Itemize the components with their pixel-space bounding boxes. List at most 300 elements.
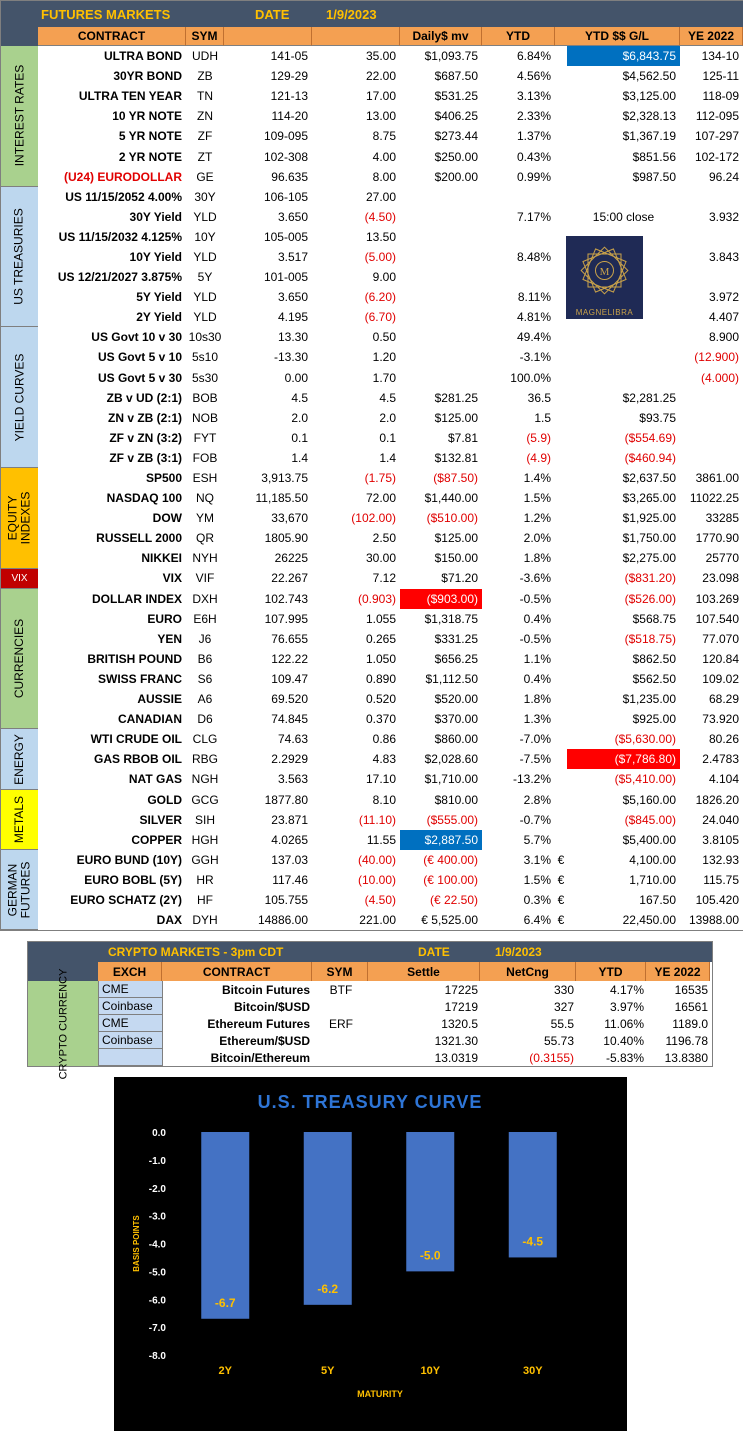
cell: $6,843.75	[567, 46, 680, 66]
cell: 3.13%	[516, 89, 551, 104]
cell: HF	[197, 892, 213, 907]
futures-row	[38, 347, 743, 367]
futures-title-bar	[1, 1, 743, 27]
category-label: VIX	[11, 572, 28, 584]
cell: ($5,410.00)	[614, 772, 676, 787]
cell: 5s10	[191, 350, 219, 365]
cell: ($510.00)	[426, 511, 478, 526]
y-tick-label: -4.0	[148, 1239, 166, 1251]
crypto-category-cell	[28, 968, 99, 1079]
cell: -0.7%	[519, 812, 551, 827]
futures-row	[38, 146, 743, 166]
cell: 14886.00	[257, 913, 308, 928]
cell: € 5,525.00	[421, 913, 478, 928]
futures-row	[38, 910, 743, 930]
cell: 3.972	[708, 290, 739, 305]
cell: 77.070	[702, 631, 739, 646]
cell: J6	[198, 631, 212, 646]
cell: (1.75)	[364, 471, 396, 486]
cell: 10s30	[188, 330, 222, 345]
cell: 1.055	[365, 611, 396, 626]
crypto-cell: 55.5	[550, 1016, 574, 1031]
contract-name: WTI CRUDE OIL	[90, 732, 182, 747]
contract-name: ZN v ZB (2:1)	[107, 410, 182, 425]
cell: $562.50	[632, 671, 676, 686]
cell: 109.02	[702, 671, 739, 686]
crypto-cell	[313, 1049, 369, 1066]
cell: $987.50	[632, 169, 676, 184]
futures-row	[38, 508, 743, 528]
cell: 4.81%	[516, 310, 551, 325]
cell	[555, 126, 567, 146]
cell: E6H	[193, 611, 217, 626]
cell	[555, 589, 567, 609]
crypto-category-label: CRYPTO CURRENCY	[57, 968, 69, 1079]
cell: 2.2929	[271, 752, 308, 767]
cell: 3.843	[708, 249, 739, 264]
contract-name: ULTRA TEN YEAR	[78, 89, 182, 104]
cell: 0.3%	[523, 892, 551, 907]
cell: FYT	[193, 430, 217, 445]
cell: VIF	[195, 571, 215, 586]
cell: 13988.00	[688, 913, 739, 928]
contract-name: NAT GAS	[128, 772, 182, 787]
data-label: -6.7	[214, 1295, 236, 1310]
cell: 4.00	[372, 149, 396, 164]
contract-name: NIKKEI	[141, 551, 182, 566]
cell: ZF	[197, 129, 213, 144]
contract-name: YEN	[157, 631, 182, 646]
cell: 221.00	[359, 913, 396, 928]
crypto-header-cell: YE 2022	[646, 962, 710, 981]
cell: (4.50)	[364, 209, 396, 224]
cell: -7.0%	[519, 732, 551, 747]
cell	[555, 749, 567, 769]
cell	[555, 368, 567, 388]
contract-name: EURO SCHATZ (2Y)	[70, 892, 182, 907]
cell: 1826.20	[695, 792, 739, 807]
contract-name: SP500	[145, 471, 182, 486]
cell: HGH	[191, 832, 219, 847]
cell	[555, 428, 567, 448]
chart-title: U.S. TREASURY CURVE	[257, 1092, 483, 1112]
cell: 105-005	[263, 229, 308, 244]
cell	[555, 187, 567, 207]
cell: $687.50	[434, 69, 478, 84]
cell: 0.4%	[523, 671, 551, 686]
contract-name: 30YR BOND	[113, 69, 182, 84]
cell: CLG	[192, 732, 218, 747]
cell	[555, 649, 567, 669]
futures-title: FUTURES MARKETS	[41, 7, 171, 22]
crypto-row	[99, 1032, 712, 1049]
cell: 1.5	[534, 410, 551, 425]
contract-name: EURO BOBL (5Y)	[84, 872, 182, 887]
cell: YLD	[193, 290, 217, 305]
cell: 0.1	[291, 430, 308, 445]
crypto-header-cell: NetCng	[480, 962, 576, 981]
cell: 107.995	[264, 611, 308, 626]
cell: 129-29	[270, 69, 308, 84]
cell: 105.420	[695, 892, 739, 907]
futures-row	[38, 649, 743, 669]
cell	[482, 267, 555, 287]
cell: 0.4%	[523, 611, 551, 626]
cell: 118-09	[702, 89, 739, 104]
y-axis-label: BASIS POINTS	[132, 1215, 141, 1272]
cell: $2,028.60	[424, 752, 478, 767]
cell: ($518.75)	[624, 631, 676, 646]
cell: NQ	[196, 491, 214, 506]
cell: 107.540	[695, 611, 739, 626]
cell: 125-11	[702, 69, 739, 84]
cell: 27.00	[365, 189, 396, 204]
cell: 120.84	[702, 651, 739, 666]
cell: €	[557, 892, 565, 907]
cell: DYH	[192, 913, 218, 928]
cell: -0.5%	[519, 631, 551, 646]
cell: 24.040	[702, 812, 739, 827]
cell: 30.00	[365, 551, 396, 566]
cell: (€ 22.50)	[429, 892, 478, 907]
crypto-cell: 13.8380	[664, 1050, 708, 1065]
cell: $1,235.00	[622, 692, 676, 707]
contract-name: 5 YR NOTE	[118, 129, 182, 144]
crypto-cell: 10.40%	[603, 1033, 644, 1048]
cell: $1,440.00	[424, 491, 478, 506]
contract-name: NASDAQ 100	[106, 491, 182, 506]
y-tick-label: -5.0	[148, 1267, 166, 1279]
cell: 25770	[705, 551, 739, 566]
cell: 117.46	[272, 872, 308, 887]
cell: SIH	[194, 812, 215, 827]
contract-name: 2 YR NOTE	[118, 149, 182, 164]
cell: 106-105	[263, 189, 308, 204]
cell: 115.75	[703, 872, 739, 887]
crypto-cell: 327	[553, 999, 574, 1014]
futures-header-row	[1, 27, 743, 46]
crypto-cell: 11.06%	[604, 1016, 644, 1031]
cell: $2,281.25	[622, 390, 676, 405]
crypto-cell: Bitcoin/$USD	[233, 999, 310, 1014]
cell: 80.26	[708, 732, 739, 747]
cell: 8.900	[708, 330, 739, 345]
cell: 11,185.50	[255, 491, 308, 506]
cell: 8.00	[372, 169, 396, 184]
category-label: INTEREST RATES	[12, 65, 27, 167]
futures-row	[38, 810, 743, 830]
cell: 69.520	[271, 692, 308, 707]
cell: BOB	[192, 390, 218, 405]
cell: 2.4783	[702, 752, 739, 767]
cell: $250.00	[434, 149, 478, 164]
cell: €	[557, 913, 565, 928]
cell	[555, 167, 567, 187]
cell: 114-20	[271, 109, 308, 124]
cell: 74.845	[271, 712, 308, 727]
contract-name: VIX	[162, 571, 182, 586]
cell: 102.743	[264, 591, 308, 606]
cell	[555, 86, 567, 106]
crypto-cell: Ethereum/$USD	[219, 1033, 310, 1048]
cell: 72.00	[365, 491, 396, 506]
cell: $406.25	[434, 109, 478, 124]
cell: 0.43%	[516, 149, 551, 164]
cell: $125.00	[434, 410, 478, 425]
cell: $5,400.00	[622, 832, 676, 847]
cell	[555, 729, 567, 749]
cell: 2.33%	[516, 109, 551, 124]
cell: 3.650	[277, 209, 308, 224]
cell: 107-297	[694, 129, 739, 144]
futures-row	[38, 629, 743, 649]
cell: 11.55	[366, 832, 396, 847]
cell: $4,562.50	[622, 69, 676, 84]
cell: 1877.80	[264, 792, 308, 807]
cell: 4.0265	[271, 832, 308, 847]
cell	[555, 508, 567, 528]
cell: 35.00	[365, 49, 396, 64]
crypto-cell: 1321.30	[434, 1033, 478, 1048]
cell: 1.5%	[523, 491, 551, 506]
cell: $1,318.75	[424, 611, 478, 626]
cell: -13.2%	[512, 772, 551, 787]
cell: GGH	[191, 852, 219, 867]
cell: $2,887.50	[400, 830, 482, 850]
cell: -3.1%	[519, 350, 551, 365]
futures-row	[38, 689, 743, 709]
magnelibra-logo	[566, 236, 643, 319]
cell: YLD	[193, 310, 217, 325]
cell: (11.10)	[358, 812, 396, 827]
contract-name: ZF v ZN (3:2)	[109, 430, 182, 445]
category-cell	[1, 327, 38, 468]
cell: NYH	[192, 551, 218, 566]
logo-mark-icon	[566, 236, 643, 306]
cell	[482, 227, 555, 247]
contract-name: US Govt 5 v 30	[97, 370, 182, 385]
bar-5Y	[304, 1132, 352, 1305]
cell: $810.00	[434, 792, 478, 807]
cell: 2.0	[291, 410, 308, 425]
cell: 1770.90	[695, 531, 739, 546]
futures-row	[38, 749, 743, 769]
cell: 2.0%	[523, 531, 551, 546]
cell: ($831.20)	[624, 571, 676, 586]
x-tick-label: 5Y	[321, 1365, 335, 1377]
cell: 0.50	[372, 330, 396, 345]
crypto-cell: BTF	[329, 982, 353, 997]
cell: $3,265.00	[622, 491, 676, 506]
cell: GCG	[191, 792, 219, 807]
cell: 4.195	[277, 310, 308, 325]
cell: 13.50	[365, 229, 396, 244]
cell: ($555.00)	[426, 812, 478, 827]
category-label: YIELD CURVES	[12, 353, 26, 442]
cell: 3.8105	[702, 832, 739, 847]
cell: 49.4%	[516, 330, 551, 345]
cell: DXH	[192, 591, 218, 606]
futures-date-label: DATE	[255, 7, 290, 22]
logo-text: MAGNELIBRA	[575, 308, 634, 317]
header-cell: YTD	[482, 27, 555, 46]
contract-name: DOLLAR INDEX	[92, 591, 182, 606]
crypto-cell: 17219	[444, 999, 478, 1014]
cell: $5,160.00	[622, 792, 676, 807]
cell: 1.3%	[523, 712, 551, 727]
cell: NGH	[191, 772, 219, 787]
bar-2Y	[201, 1132, 249, 1319]
futures-row	[38, 709, 743, 729]
cell: 33,670	[271, 511, 308, 526]
cell	[555, 488, 567, 508]
cell: (6.20)	[364, 290, 396, 305]
contract-name: GAS RBOB OIL	[93, 752, 182, 767]
cell: €	[557, 852, 565, 867]
cell: 134-10	[701, 49, 739, 64]
cell: 132.93	[702, 852, 739, 867]
cell: 1.4	[291, 450, 308, 465]
exchange-cell: Coinbase	[99, 998, 163, 1015]
crypto-cell: 55.73	[543, 1033, 574, 1048]
cell	[400, 227, 482, 247]
cell: 23.871	[271, 812, 308, 827]
crypto-markets-table	[27, 941, 713, 1079]
svg-text:M: M	[599, 266, 610, 278]
cell: $862.50	[632, 651, 676, 666]
cell	[400, 187, 482, 207]
cell: 0.86	[372, 732, 396, 747]
header-cell: Daily$ mv	[400, 27, 482, 46]
x-tick-label: 30Y	[522, 1365, 543, 1377]
crypto-cell	[313, 1032, 369, 1049]
crypto-rows	[99, 981, 712, 1066]
x-tick-label: 10Y	[420, 1365, 441, 1377]
cell: 0.00	[284, 370, 308, 385]
cell: 13.00	[365, 109, 396, 124]
cell: (5.9)	[526, 430, 551, 445]
y-tick-label: -6.0	[148, 1295, 166, 1307]
futures-row	[38, 870, 743, 890]
cell: 11022.25	[689, 491, 739, 506]
cell: 68.29	[708, 692, 739, 707]
cell: 1.1%	[523, 651, 551, 666]
cell: (12.900)	[694, 350, 739, 365]
futures-row	[38, 368, 743, 388]
cell: 1,710.00	[629, 872, 676, 887]
crypto-row	[99, 1015, 712, 1032]
cell: 4.104	[708, 772, 739, 787]
contract-name: US 11/15/2032 4.125%	[58, 229, 182, 244]
cell: 96.635	[271, 169, 308, 184]
cell: ($460.94)	[624, 450, 676, 465]
y-tick-label: -8.0	[148, 1351, 166, 1362]
crypto-cell: 17225	[444, 982, 478, 997]
cell: TN	[197, 89, 213, 104]
cell: 105.755	[264, 892, 308, 907]
cell: (102.00)	[351, 511, 396, 526]
cell: S6	[197, 671, 213, 686]
cell: $71.20	[441, 571, 478, 586]
cell: 5Y	[197, 270, 213, 285]
futures-row	[38, 187, 743, 207]
y-tick-label: 0.0	[152, 1128, 166, 1139]
cell: 0.99%	[516, 169, 551, 184]
cell: 109-095	[263, 129, 308, 144]
contract-name: 5Y Yield	[136, 290, 182, 305]
cell: $2,637.50	[622, 471, 676, 486]
cell: 1.8%	[523, 692, 551, 707]
header-cell: YTD $$ G/L	[555, 27, 680, 46]
contract-name: ULTRA BOND	[104, 49, 182, 64]
cell	[400, 207, 482, 227]
cell	[555, 769, 567, 789]
cell: 1.2%	[523, 511, 551, 526]
cell: $93.75	[639, 410, 676, 425]
cell: -13.30	[273, 350, 308, 365]
cell: 23.098	[702, 571, 739, 586]
cell: $273.44	[434, 129, 478, 144]
cell: 22.00	[365, 69, 396, 84]
futures-row	[38, 106, 743, 126]
cell	[555, 528, 567, 548]
category-cell	[1, 790, 38, 850]
cell: (0.903)	[357, 591, 396, 606]
exchange-cell	[99, 1049, 163, 1066]
cell: $1,093.75	[424, 49, 478, 64]
crypto-cell: 330	[553, 982, 574, 997]
category-label: ENERGY	[12, 733, 26, 785]
cell: ESH	[192, 471, 218, 486]
cell: $1,367.19	[622, 129, 676, 144]
cell: 112-095	[695, 109, 739, 124]
crypto-date: 1/9/2023	[495, 945, 542, 959]
category-label: CURRENCIES	[12, 618, 26, 699]
cell: NOB	[191, 410, 218, 425]
cell: $125.00	[434, 531, 478, 546]
category-cell	[1, 850, 38, 930]
cell: 22,450.00	[622, 913, 676, 928]
header-cell: CONTRACT	[38, 27, 186, 46]
cell: 4.56%	[516, 69, 551, 84]
cell: 30Y	[194, 189, 216, 204]
cell: 4.83	[372, 752, 396, 767]
cell: 10Y	[194, 229, 216, 244]
cell	[400, 347, 482, 367]
cell: 26225	[274, 551, 308, 566]
cell: $331.25	[434, 631, 478, 646]
crypto-cell: (0.3155)	[529, 1050, 574, 1065]
cell	[567, 347, 680, 367]
cell: $200.00	[434, 169, 478, 184]
crypto-cell: 16535	[674, 982, 708, 997]
cell	[555, 468, 567, 488]
cell: 9.00	[372, 270, 396, 285]
contract-name: 10Y Yield	[129, 249, 182, 264]
cell	[555, 709, 567, 729]
cell: 8.10	[372, 792, 396, 807]
chart-canvas	[114, 1077, 627, 1431]
futures-row	[38, 448, 743, 468]
cell: 2.50	[372, 531, 396, 546]
cell: 3.517	[277, 249, 308, 264]
cell	[567, 327, 680, 347]
cell: ($903.00)	[400, 589, 482, 609]
cell	[400, 247, 482, 267]
cell: 15:00 close	[592, 209, 655, 224]
cell: HR	[196, 872, 214, 887]
cell: $656.25	[434, 651, 478, 666]
